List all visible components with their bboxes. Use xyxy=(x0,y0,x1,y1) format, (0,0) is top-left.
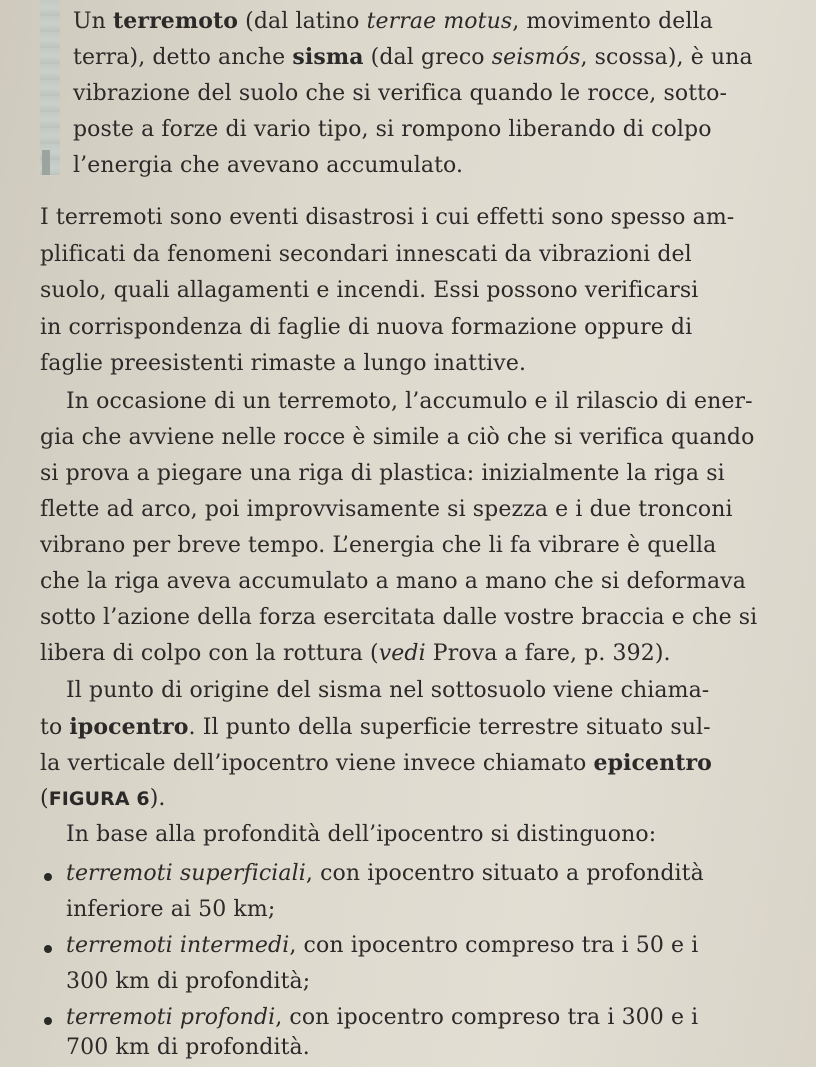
term-profondi: terremoti profondi xyxy=(66,1005,276,1030)
p2-line-5: faglie preesistenti rimaste a lungo inattive. xyxy=(40,351,527,376)
text: , con ipocentro situato a profondità xyxy=(305,861,704,886)
p3-line-3: si prova a piegare una riga di plastica: inizialmente la riga si xyxy=(40,461,725,486)
text: , con ipocentro compreso tra i 300 e i xyxy=(275,1005,699,1030)
text: , scossa), è una xyxy=(580,45,753,70)
p2-line-3: suolo, quali allagamenti e incendi. Essi possono verificarsi xyxy=(40,278,699,303)
text: to xyxy=(40,715,70,740)
list-item-2-line-1 xyxy=(66,933,698,958)
term-sisma: sisma xyxy=(292,44,364,70)
p1-line-4: poste a forze di vario tipo, si rompono liberando di colpo xyxy=(73,117,712,142)
text: . Il punto della superficie terrestre situato sul- xyxy=(188,715,711,740)
bullet-1 xyxy=(44,873,52,881)
term-latin: terrae motus xyxy=(366,9,513,34)
term-greek: seismós xyxy=(491,45,581,70)
p2-line-1: I terremoti sono eventi disastrosi i cui effetti sono spesso am- xyxy=(40,205,735,230)
p3-line-6: che la riga aveva accumulato a mano a mano che si deformava xyxy=(40,569,746,594)
p4-line-3 xyxy=(40,750,712,776)
text: la verticale dell’ipocentro viene invece chiamato xyxy=(40,751,594,776)
p3-line-2: gia che avviene nelle rocce è simile a ciò che si verifica quando xyxy=(40,425,755,450)
p1-line-2 xyxy=(73,44,753,70)
text-italic-vedi: vedi xyxy=(378,641,426,666)
text: ). xyxy=(149,786,166,811)
p4-line-2 xyxy=(40,714,711,740)
p3-line-8 xyxy=(40,641,671,666)
text: terra), detto anche xyxy=(73,45,293,70)
list-item-1-line-2: inferiore ai 50 km; xyxy=(66,897,276,922)
text: Un xyxy=(73,9,114,34)
p4-line-1: Il punto di origine del sisma nel sottosuolo viene chiama- xyxy=(66,678,710,703)
p3-line-1: In occasione di un terremoto, l’accumulo e il rilascio di ener- xyxy=(66,389,753,414)
term-superficiali: terremoti superficiali xyxy=(66,861,306,886)
p2-line-2: plificati da fenomeni secondari innescati da vibrazioni del xyxy=(40,242,692,267)
p1-line-3: vibrazione del suolo che si verifica quando le rocce, sotto- xyxy=(73,81,727,106)
p2-line-4: in corrispondenza di faglie di nuova formazione oppure di xyxy=(40,315,693,340)
cross-reference: Prova a fare, p. 392). xyxy=(425,641,671,666)
list-item-2-line-2: 300 km di profondità; xyxy=(66,969,311,994)
p1-line-5: l’energia che avevano accumulato. xyxy=(73,153,464,178)
text: , movimento della xyxy=(512,9,713,34)
margin-color-strip xyxy=(40,0,60,175)
bullet-3 xyxy=(44,1017,52,1025)
text: ( xyxy=(40,786,49,811)
list-item-3-line-1 xyxy=(66,1005,698,1030)
list-item-3-line-2: 700 km di profondità. xyxy=(66,1035,310,1060)
term-intermedi: terremoti intermedi xyxy=(66,933,290,958)
text: (dal latino xyxy=(238,9,367,34)
p3-line-7: sotto l’azione della forza esercitata dalle vostre braccia e che si xyxy=(40,605,758,630)
term-epicentro: epicentro xyxy=(593,750,712,776)
text: libera di colpo con la rottura ( xyxy=(40,641,379,666)
p3-line-5: vibrano per breve tempo. L’energia che li fa vibrare è quella xyxy=(40,533,717,558)
term-ipocentro: ipocentro xyxy=(69,714,189,740)
p4-line-4 xyxy=(40,786,166,811)
bullet-2 xyxy=(44,945,52,953)
p1-line-1 xyxy=(73,8,713,34)
term-terremoto: terremoto xyxy=(113,8,239,34)
list-item-1-line-1 xyxy=(66,861,704,886)
text: (dal greco xyxy=(363,45,492,70)
text: , con ipocentro compreso tra i 50 e i xyxy=(289,933,699,958)
figure-reference: FIGURA 6 xyxy=(48,788,150,810)
p3-line-4: flette ad arco, poi improvvisamente si spezza e i due tronconi xyxy=(40,497,733,522)
p5-line-1: In base alla profondità dell’ipocentro si distinguono: xyxy=(66,822,657,847)
